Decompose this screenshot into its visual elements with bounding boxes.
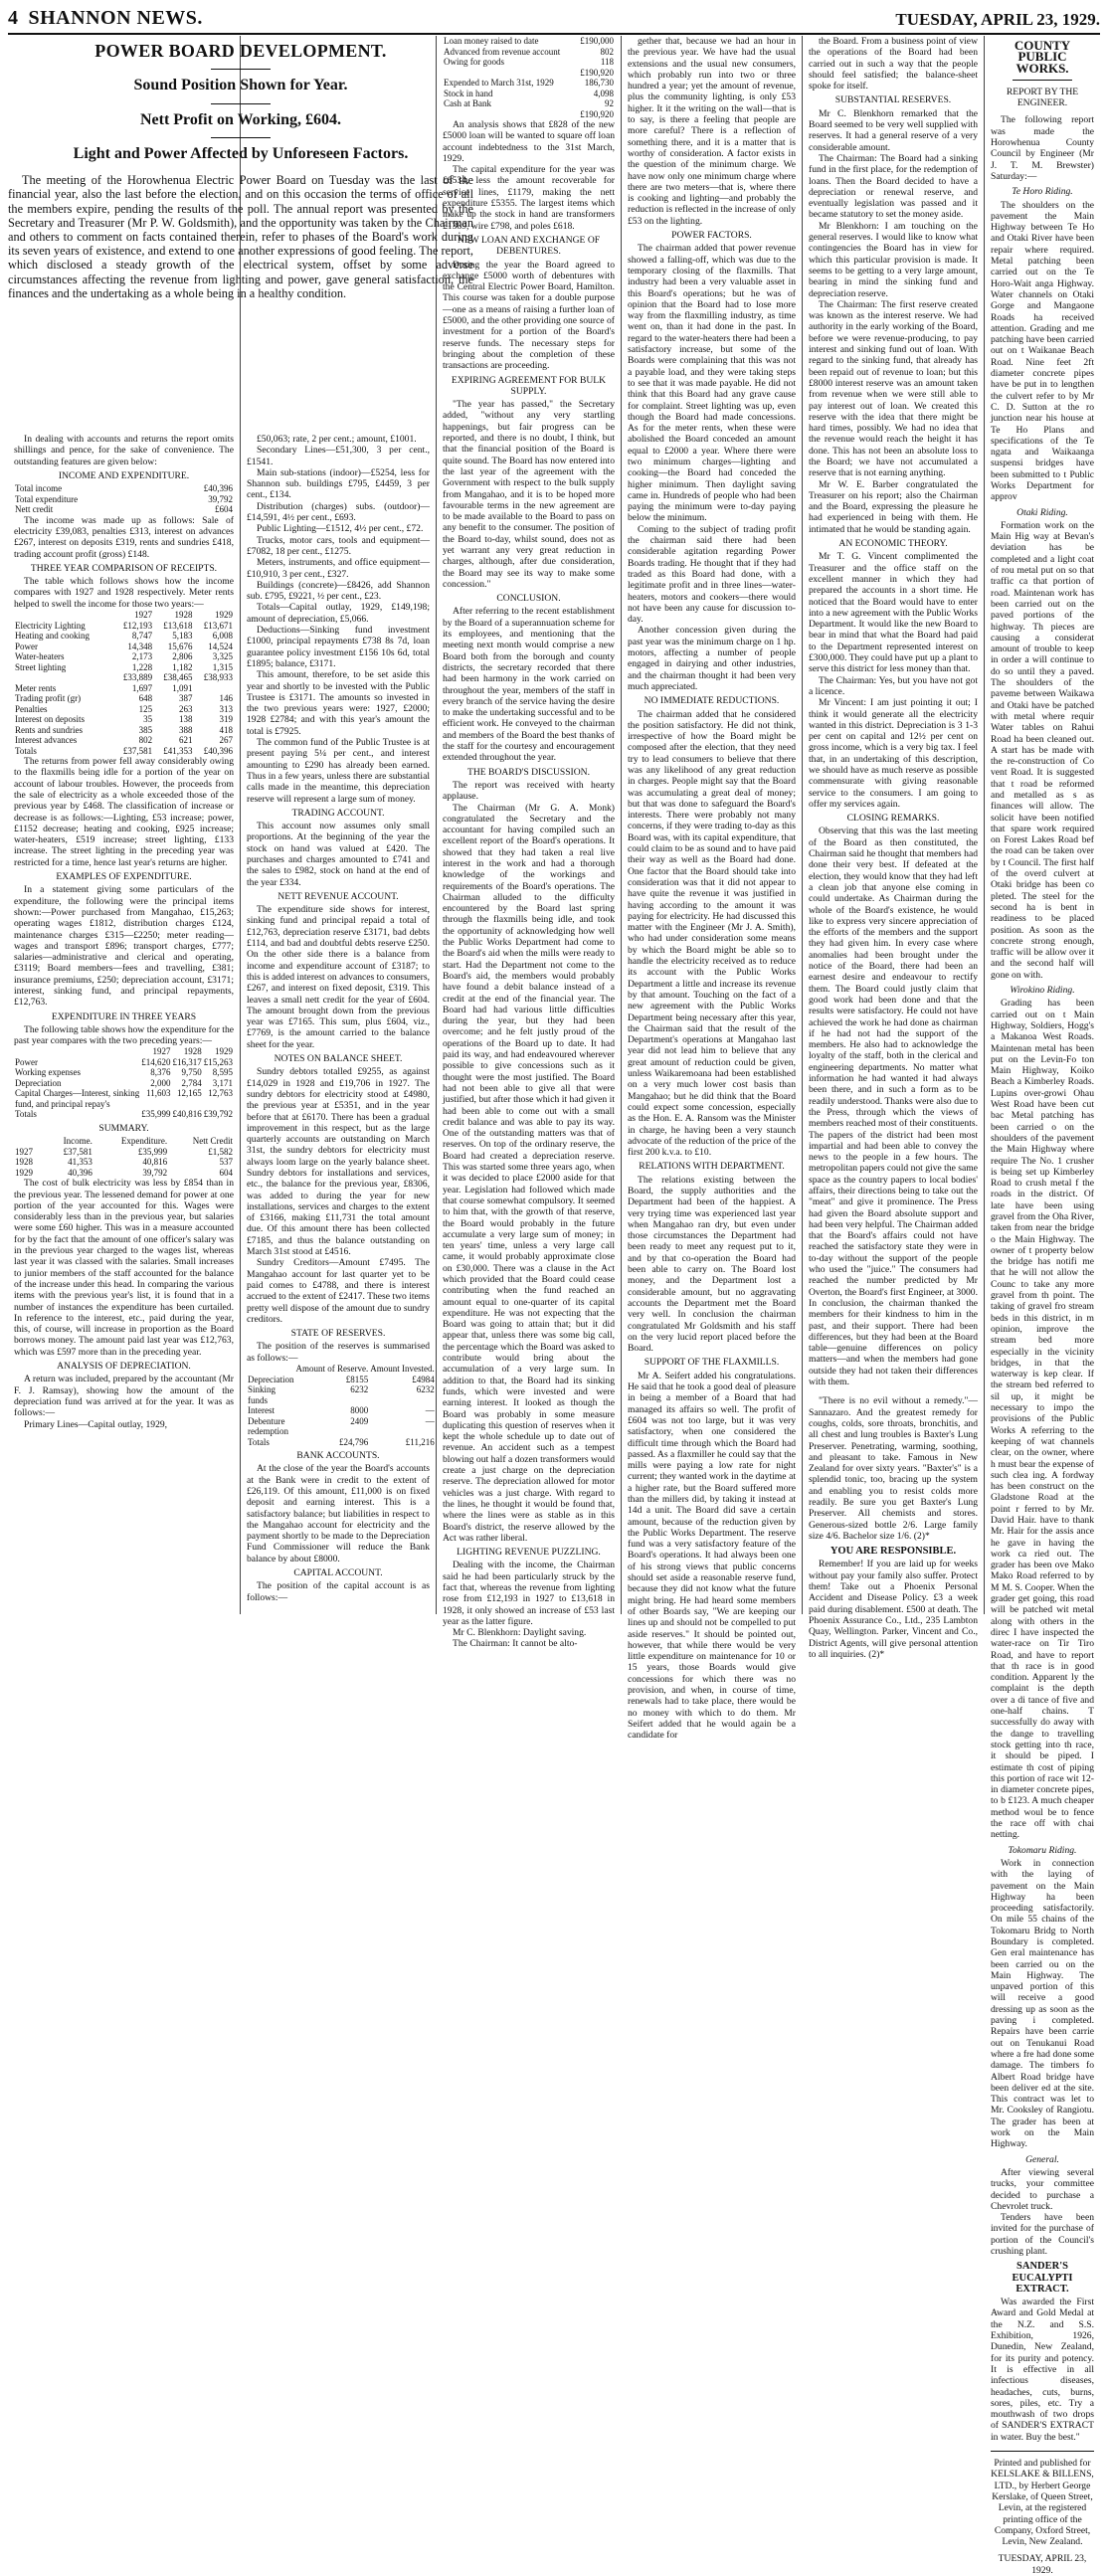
table-cell: Interest — [248, 1405, 275, 1416]
table-row — [247, 1384, 436, 1405]
rule — [211, 103, 271, 104]
paragraph: The table which follows shows how the income compares with 1927 and 1928 respectively. Meter rents helped to swell the income for those two years:— — [14, 576, 234, 610]
table-cell: £38,933 — [203, 672, 233, 683]
riding-heading: General. — [1025, 2153, 1059, 2165]
table-row — [14, 1067, 234, 1078]
paragraph: Formation work on the Main Hig way at Bevan's deviation has be completed and a light coat of rou metal put on so that traffic ca that portion of road. Maintenan work has been carried out on the paved portions of the highway. Th pieces are causing a considerat amount of trouble to keep in order a will continue to do so until they a paved. The shoulders of the paveme between Waikawa and Otaki have be patched with metal where requir Water tables on Rahui Road ha been cleaned out. A start has be made with the re-construction of Co vent Road. It is suggested that t road be reformed and metalled as s as finances will allow. The solicit have been notified that spare work required on Forest Lakes Road bef the road can be taken over by t Council. The first half of the overd culvert at Otaki bridge has been co pleted. The steel for the second ha is bent in readiness to be placed position. As soon as the concrete strong enough, traffic will be allow over it and the second half will gone on with. — [991, 519, 1094, 981]
table-row — [14, 651, 234, 662]
table-cell: Loan money raised to date — [444, 36, 539, 46]
table-row — [14, 1088, 234, 1109]
gap — [809, 1387, 978, 1395]
section-heading: EXAMPLES OF EXPENDITURE. — [56, 871, 192, 883]
riding-heading: Otaki Riding. — [1016, 506, 1068, 518]
table-cell: 263 — [179, 703, 193, 714]
table-header-row — [14, 610, 234, 621]
table-cell: Power — [15, 641, 38, 651]
table-cell: £33,889 — [122, 672, 153, 683]
table-row — [14, 693, 234, 704]
section-heading: POWER FACTORS. — [671, 230, 752, 242]
riding-heading: Tokomaru Riding. — [1008, 1844, 1077, 1856]
table-cell: 3,325 — [212, 651, 233, 662]
section-heading: ANALYSIS OF DEPRECIATION. — [57, 1361, 191, 1373]
table-cell: 4,098 — [593, 88, 614, 98]
section-heading: SUPPORT OF THE FLAXMILLS. — [644, 1357, 780, 1369]
masthead-left — [8, 7, 213, 30]
table-cell: Owing for goods — [444, 57, 504, 67]
paragraph: Trucks, motor cars, tools and equipment—£7082, 18 per cent., £1275. — [247, 534, 430, 557]
column-5 — [803, 36, 985, 1660]
table-cell: 186,730 — [584, 78, 614, 88]
table-cell: 1,315 — [212, 661, 233, 672]
table-cell: Meter rents — [15, 682, 57, 693]
table-cell: Power — [15, 1056, 38, 1067]
paragraph: During the year the Board agreed to exchange £5000 worth of debentures with the Central Electric Power Board, Hamilton. This course was taken for a double purpose—one as a means of raising a further loan of £5000, and the other providing one source of investment for a portion of the Board's reserve funds. The necessary steps for bringing about the completion of these transactions are proceeding. — [443, 259, 615, 372]
table-cell: £190,000 — [580, 36, 614, 46]
table-cell: Water-heaters — [15, 651, 65, 662]
advertisement-heading: SANDER'S EUCALYPTI EXTRACT. — [1012, 2261, 1073, 2295]
table-row — [14, 1057, 234, 1068]
paragraph: The income was made up as follows: Sale of electricity £39,083, penalties £313, interest on advances £267, interest on deposits £319, rents and sundries £418, trading account profit (gross) £148. — [14, 514, 234, 560]
table-cell: £14,620 — [141, 1056, 171, 1067]
paragraph: The Chairman: The first reserve created was known as the interest reserve. We had authority in the early working of the Board, before we were revenue-producing, to pay interest and sinking fund out of loan. With regard to the sinking fund, that already has been repaid out of revenue to loan; but this £8000 interest reserve was an amount taken from revenue when we were still able to pay interest out of loan. We created this reserve with the idea that there might be hard times, possibly. We had no idea that the revenue would reach the height it has done. This has not been an absolute loss to the Board; we have not accumulated a reserve that is not earning anything. — [809, 298, 978, 479]
column-4 — [622, 36, 803, 1742]
table-row — [14, 621, 234, 632]
paragraph: Totals—Capital outlay, 1929, £149,198; amount of depreciation, £5,066. — [247, 602, 430, 625]
paragraph: A return was included, prepared by the accountant (Mr F. J. Ramsay), showing how the amount of the depreciation fund was arrived at for the year. It was as follows:— — [14, 1374, 234, 1419]
table-header-cell — [14, 610, 113, 621]
table-cell: 39,792 — [142, 1167, 168, 1178]
table-cell: £35,999 — [141, 1109, 171, 1120]
paragraph: Sundry debtors totalled £9255, as against £14,029 in 1928 and £19,706 in 1927. The sundry debtors for electricity stood at £4980, the previous year at £5351, and in the year before that at £6170. There has been a gradual improvement in this respect, but as the large quarterly accounts are outstanding on March 31st, the sundry debtors for electricity must always loom large on the yearly balance sheet. Sundry debtors for installations and services, etc., the balance for the previous year, £8306, was added to during the year for new installations, services and charges to the extent of £3166, making £11,731 the total amount due. Of this amount there has been collected £7185, and thus the balance outstanding on March 31st stood at £4516. — [247, 1066, 430, 1258]
table-cell: — — [425, 1415, 435, 1426]
table-cell: Interest on deposits — [15, 714, 85, 725]
paragraph: Observing that this was the last meeting of the Board as then constituted, the Chairman said he thought that members had done their very best. If defeated at the election, they would know that they had left a clean job that anyone else coming in could undertake. As Chairman during the whole of the Board's existence, he would like to express very sincere appreciation of the efforts of the members and the support they had given him. In every case where anomalies had been brought under the notice of the Board, there had been an earnest desire and endeavour to rectify them. The Board could justly claim that good work had been done and that the results were satisfactory. He could not have achieved the work he had done as chairman if he had not had the support of the members. He also had to acknowledge the loyalty of the staff, both in the clerical and engineering departments. No matter what information he had wanted it had always been there, and in such a form as to be readily understood. Thanks were also due to the Press, through which the views of members reached most of their constituents. The papers of the district had been most impartial and had been able to convey the news to the people in a few hours. The metropolitan papers could not give the same space as the country papers to local bodies' affairs, their directions being to take out the "meat" and give it prominence. The Press had given the Board absolute support and had been very helpful. The Chairman added that the Board's affairs could not have reached the satisfactory state they were in to-day without the support of the people who used the "juice." The consumers had reached the number predicted by Mr Overton, the Board's first Engineer, at 3000. In conclusion, the chairman thanked the members for their kindness to him in the past, and their support. There had been differences, but they had been at the Board table—genuine differences on policy matters—and when the members had gone outside they had not taken their differences with them. — [809, 826, 978, 1388]
table-row — [247, 1405, 436, 1416]
section-heading: NO IMMEDIATE REDUCTIONS. — [644, 695, 780, 707]
table-cell: 146 — [219, 693, 233, 704]
paragraph: The Chairman: The Board had a sinking fund in the first place, for the redemption of loans. Then the Board decided to have a depreciation or renewal reserve, and eventually legislation was passed and it became statutory to set the money aside. — [809, 152, 978, 221]
paragraph: The position of the reserves is summarised as follows:— — [247, 1341, 430, 1364]
paragraph: The shoulders on the pavement the Main Highway between Te Ho and Otaki River have been repair where required. Metal patching been carried out on the Te Horo-Wait anga Highway. Water channels on Otaki Gorge and Mangaone Roads ha received attention. Grading and me patching have been carried out on t Waikanae Beach Road. Nine feet 2ft diameter concrete pipes have be put in to lengthen the culvert refer to by Mr C. D. Sutton at the ro junction near his house at Te Ho Plans and specifications of the Te ngata and Waikaanga suspensi bridges have been submitted to t Public Works Department for approv — [991, 199, 1094, 503]
table-cell: 2,806 — [172, 651, 193, 662]
lead-subheading-3: Light and Power Affected by Unforeseen Factors. — [73, 144, 409, 162]
table-cell: 267 — [219, 735, 233, 746]
table-cell: 2,784 — [181, 1077, 202, 1088]
section-heading: RELATIONS WITH DEPARTMENT. — [639, 1161, 785, 1173]
table-cell: 41,353 — [68, 1157, 92, 1168]
section-heading: THE BOARD'S DISCUSSION. — [467, 766, 590, 778]
table-cell: 313 — [219, 703, 233, 714]
table-header-row — [247, 1364, 436, 1375]
section-heading: EXPENDITURE IN THREE YEARS — [51, 1011, 197, 1022]
lead-subheading-1: Sound Position Shown for Year. — [133, 77, 348, 94]
table-row — [14, 1168, 234, 1179]
table-cell: 14,524 — [208, 641, 233, 651]
section-heading: SUMMARY. — [98, 1122, 149, 1134]
table-header-cell: Expenditure. — [120, 1136, 168, 1147]
table-cell: Cash at Bank — [444, 98, 491, 108]
table-cell: Total expenditure — [15, 493, 79, 504]
table-cell: 2,000 — [150, 1077, 171, 1088]
riding-heading: Te Horo Riding. — [1012, 186, 1073, 198]
table-cell: 1928 — [15, 1157, 33, 1168]
table-cell: 1,091 — [172, 682, 193, 693]
table-header-cell: 1928 — [183, 1046, 202, 1057]
table-cell: 319 — [219, 714, 233, 725]
section-heading: TRADING ACCOUNT. — [291, 807, 385, 819]
table-cell: 802 — [138, 735, 153, 746]
table-row — [14, 714, 234, 725]
table-cell: 40,396 — [68, 1167, 92, 1178]
table-cell: 8,747 — [131, 631, 153, 642]
advertisement-phoenix: Remember! If you are laid up for weeks without pay your family also suffer. Protect them! Take out a Phoenix Personal Accident and Disease Policy. £3 a week paid during disablement. £500 at death. The Phoenix Assurance Co., Ltd., 235 Lambton Quay, Wellington. Parker, Vincent and Co., District Agents, will give personal attention to all inquiries. (2)* — [809, 1559, 978, 1660]
table-cell: £41,353 — [163, 745, 193, 756]
table-cell: £40,816 — [172, 1109, 202, 1120]
paragraph: The Chairman (Mr G. A. Monk) congratulated the Secretary and the accountant for having compiled such an excellent report of the Board's operations. It showed that they had taken a real live interest in the work and had a thorough knowledge of the workings and requirements of the Board's operations. The Chairman alluded to the difficulty encountered by the Board last spring through the flaxmills being idle, and took the opportunity of acknowledging how well the Public Works Department had come to the Board's aid when the mills were ready to start. Had the Department not come to the Board's aid, the members would probably have found a debit balance instead of a credit at the end of the financial year. The Board had had various little difficulties during the year, but they had been overcome; and he felt justly proud of the operations of the Board up to date. It had paid its way, and had endeavoured wherever possible to give concessions such as it thought were the most justified. The Board had not been able to give all that were justified, but after those which it had given it had been able to come out with a small credit balance and was able to pay its way. One of the outstanding matters was that of reserves. On top of the ordinary reserve, the Board had created a depreciation reserve. This was started some three years ago, when it was decided to place £2000 aside for that year. Legislation had followed which made that course somewhat compulsory. It seemed to him that, with the growth of that reserve, the Board would probably in the future accumulate a very large sum of money; in ten years' time, unless a very large call came, it would probably approximate close on £30,000. There was a clause in the Act which provided that the Board could cease contributing when the fund reached an amount equal to one-quarter of its capital expenditure. He was not expecting that the Board was going to attain that; but it did appear that, unless there was some big call, the percentage which the Board was asked to contribute would bring about the accumulation of a very large sum. In addition to that, the Board had its sinking funds, which were invested and were earning interest. It looked as though the Board was probably in some measure duplicating this question of reserves when it kept the whole schedule up to date out of revenue. An accident such as a tempest blowing out half a dozen transformers would create a just charge on the depreciation reserve. The depreciation allowed for motor vehicles was a just charge. With regard to the lines, he thought it would be found that, where the lines were as stable as in this Board's district, the reserve allowed by the Act was rather liberal. — [443, 802, 615, 1544]
imprint-date: TUESDAY, APRIL 23, 1929. — [998, 2553, 1087, 2576]
table-cell: 118 — [600, 57, 614, 67]
table-cell: 12,165 — [177, 1088, 202, 1099]
advertisement-sanders: Was awarded the First Award and Gold Medal at the N.Z. and S.S. Exhibition, 1926, Dunedin, New Zealand, for its purity and potency. It is effective in all infectious diseases, headaches, cuts, burns, sores, piles, etc. Try a mouthwash of two drops of SANDER'S EXTRACT in water. Buy the best." — [991, 2297, 1094, 2443]
table-row — [14, 504, 234, 515]
paragraph: Mr Blenkhorn: I am touching on the general reserves. I would like to know what contingencies the Board has in view for which this particular provision is made. It seems to be getting to a very large amount, bearing in mind the sinking fund and depreciation reserve. — [809, 220, 978, 299]
table-cell: — — [425, 1405, 435, 1416]
paragraph: gether that, because we had an hour in the previous year. We have had the usual extensions and the usual new consumers, which probably run into two or three hundred a year; yet the amount of revenue, plus the community lighting, is only £53 higher. It it the writing on the wall—that is to say, is there a feeling that people are more careful? There is a reflection of something there, and it is a matter that is worthy of consideration. A factor exists in the question of the minimum charge. We have now only one minimum charge where there are two meters—that is, where there is cooking and lighting—and probably the reduction is reflected in the increase of only £53 on the lighting. — [628, 36, 796, 227]
paragraph: This amount, therefore, to be set aside this year and shortly to be invested with the Public Trustee is £3171. The amounts so invested in the two previous years were: 1927, £2000; 1928 £2784; and with this year's amount the total is £7925. — [247, 669, 430, 737]
table-cell: £604 — [215, 504, 233, 515]
paragraph: At the close of the year the Board's accounts at the Bank were in credit to the extent of £26,119. Of this amount, £11,000 is on fixed deposit and earning interest. This is a satisfactory balance; but liabilities in respect to the Mangahao account for electricity and the payment shortly to be made to the Depreciation Fund Commissioner will reduce the Bank balance by about £8000. — [247, 1463, 430, 1564]
table-cell: £35,999 — [137, 1146, 168, 1157]
table-cell: Rents and sundries — [15, 724, 83, 735]
table-row — [14, 662, 234, 673]
table-row — [247, 1375, 436, 1385]
table-cell: 11,603 — [146, 1088, 171, 1099]
table-cell: Stock in hand — [444, 88, 493, 98]
income-table — [14, 483, 234, 515]
table-cell: Sinking funds — [248, 1384, 277, 1405]
table-cell: Nett credit — [15, 504, 54, 515]
table-cell: 3,171 — [212, 1077, 233, 1088]
table-cell — [194, 683, 234, 694]
paragraph: The following table shows how the expenditure for the past year compares with the two preceding years:— — [14, 1023, 234, 1047]
lead-subheading-2: Nett Profit on Working, £604. — [139, 110, 342, 128]
paragraph: The expenditure side shows for interest, sinking fund and principal repaid a total of £12,763, depreciation reserve £3171, bad debts £114, and bad and doubtful debts reserve £250. On the other side there is a balance from income and expenditure account of £3187; to this is added interest on advances to consumers, £267, and interest on fixed deposit, £319. This leaves a small nett credit for the year of £604. The amount brought down from the previous year was £7165. This sum, plus £604, viz., £7769, is the amount carried to the balance sheet for the year. — [247, 904, 430, 1050]
table-cell: 39,792 — [208, 493, 233, 504]
paragraph: The Chairman: It cannot be alto- — [453, 1638, 578, 1650]
table-header-cell: Amount Invested. — [370, 1364, 435, 1375]
table-cell: 6232 — [416, 1384, 435, 1395]
table-cell: 9,750 — [181, 1067, 202, 1078]
table-header-cell: 1927 — [152, 1046, 171, 1057]
table-cell: £15,263 — [203, 1056, 233, 1067]
table-cell: £13,618 — [163, 620, 193, 631]
table-cell: 385 — [138, 724, 153, 735]
table-cell: 1,182 — [172, 661, 193, 672]
table-cell: £16,317 — [172, 1056, 202, 1067]
paragraph: Mr C. Blenkhorn remarked that the Board seemed to be very well supplied with reserves. It had a general reserve of a very considerable amount. — [809, 107, 978, 153]
imprint-text: Printed and published for KELSLAKE & BILLENS, LTD., by Herbert George Kerslake, of Queen Street, Levin, at the registered printing office of the Company, Oxford Street, Levin, New Zealand. — [991, 2458, 1094, 2548]
section-heading: EXPIRING AGREEMENT FOR BULK SUPPLY. — [451, 374, 607, 397]
table-cell: 125 — [138, 703, 153, 714]
paragraph: The report was received with hearty applause. — [443, 779, 615, 803]
paper-name: SHANNON NEWS. — [28, 7, 203, 29]
paragraph: Distribution (charges) subs. (outdoor)—£14,591, 4½ per cent., £693. — [247, 500, 430, 524]
table-header-row — [14, 1136, 234, 1147]
paragraph: Deductions—Sinking fund investment £1000, principal repayments £738 8s 7d, loan guarantee policy investment £156 10s 6d, total £1895; balance, £3171. — [247, 625, 430, 669]
table-cell: Heating and cooking — [15, 631, 90, 642]
paragraph: The common fund of the Public Trustee is at present paying 5¼ per cent., and interest amounting to £290 has already been earned. Thus in a few years, unless there are substantial calls made in the meantime, this depreciation reserve will represent a large sum of money. — [247, 737, 430, 805]
table-cell: 35 — [143, 714, 153, 725]
paragraph: Main sub-stations (indoor)—£5254, less for Shannon sub. buildings £795, £4459, 3 per cent., £134. — [247, 466, 430, 501]
table-cell: 40,816 — [142, 1157, 168, 1168]
paragraph: Public Lighting—£1512, 4½ per cent., £72. — [257, 523, 424, 535]
table-row — [14, 1109, 234, 1120]
paragraph: "The year has passed," the Secretary added, "without any very startling happenings, but fair progress can be reported, and there is no doubt, I think, but that the financial position of the Board is quite sound. The Board has now entered into the last year of the agreement with the Government with respect to the bulk supply from Mangahao, and it is to be hoped more favourable terms in the new agreement are to be made available to the Board to pass on any benefit to the consumer. The position of the Board to-day, whilst sound, does not as yet warrant any very great reduction in charges, although, after due consideration, the Board may see its way to make some concession." — [443, 399, 615, 590]
table-row — [14, 735, 234, 746]
paragraph: Dealing with the income, the Chairman said he had been particularly struck by the fact that, whereas the revenue from lighting rose from £12,193 in 1927 to £13,618 in 1928, it only showed an increase of £53 last year as the latter figure. — [443, 1560, 615, 1627]
table-cell: 388 — [179, 724, 193, 735]
rule — [211, 69, 271, 70]
advertisement-baxters: "There is no evil without a remedy."—Sannazaro. And the greatest remedy for coughs, colds, sore throats, bronchitis, and all chest and lung troubles is Baxter's Lung Preserver. Penetrating, warming, soothing, and pleasant to take. Famous in New Zealand for over sixty years. "Baxter's" is a splendid tonic, too, bracing up the system and enabling you to resist colds more readily. Be sure you get Baxter's Lung Preserver. All chemists and stores. Generous-sized bottle 2/6. Large family size 4/6. Bachelor size 1/6. (2)* — [809, 1395, 978, 1542]
table-cell: £24,796 — [338, 1436, 369, 1447]
table-cell: 802 — [600, 46, 614, 57]
table-cell — [14, 672, 113, 683]
table-row — [14, 1147, 234, 1158]
table-header-cell: Nett Credit — [192, 1136, 233, 1147]
table-cell: Totals — [15, 1109, 37, 1120]
section-heading: NOTES ON BALANCE SHEET. — [274, 1053, 403, 1065]
county-works-subheading: REPORT BY THE ENGINEER. — [1006, 86, 1079, 109]
table-header-cell: 1927 — [134, 610, 153, 621]
rule — [211, 137, 271, 138]
paragraph: Mr W. E. Barber congratulated the Treasurer on his report; also the Chairman and the Board, expressing the pleasure he had experienced in being with them. He intimated that he would be standing again. — [809, 478, 978, 535]
advertisement-heading: YOU ARE RESPONSIBLE. — [830, 1546, 957, 1558]
paragraph: After viewing several trucks, your committee decided to purchase a Chevrolet truck. — [991, 2166, 1094, 2212]
table-cell: 8,595 — [212, 1067, 233, 1078]
paragraph: the Board. From a business point of view the operations of the Board had been carried out in such a way that the people should feel satisfied; the balance-sheet spoke for itself. — [809, 36, 978, 92]
table-header-cell: 1929 — [215, 1046, 233, 1057]
paragraph: Coming to the subject of trading profit the chairman said there had been considerable agitation regarding Power Boards trading. He thought that if they had traded as this Board had done, with a legitimate profit and in three lines—water-heaters, motors and cookers—there would not have been any cause for discussion to-day. — [628, 523, 796, 626]
table-cell: Totals — [248, 1436, 270, 1447]
table-cell: Interest advances — [15, 735, 78, 746]
paragraph: The chairman added that power revenue showed a falling-off, which was due to the temporary closing of the flaxmills. That industry had been a very valuable asset in this Board's operations; but he was of opinion that the Board had to lose more way from the flaxmilling industry, as time went on, than it had done in the past. In regard to the water-heaters there had been a satisfactory increase, but some of the Boards were complaining that this was not a payable load, and they were taking steps to see that it was made payable. He did not think that this Board had any grave cause for complaint. Street lighting was up, even though the Board had made concessions. As for the meter rents, when these were abolished the Board conceded an amount equal to £2000 a year. Where there were two minimum charges—lighting and cooking—the Board had conceded the higher minimum. Then daylight saving came in. Hundreds of people who had been paying the minimum were to-day paying below the minimum. — [628, 243, 796, 524]
table-header-cell — [14, 1046, 140, 1057]
masthead — [8, 6, 1100, 35]
table-cell: Working expenses — [15, 1067, 82, 1078]
paragraph: Sundry Creditors—Amount £7495. The Mangahao account for last quarter yet to be paid comes to £4788, and there is interest accrued to the extent of £2417. These two items pretty well dispose of the amount due to sundry creditors. — [247, 1257, 430, 1325]
table-cell: 8,376 — [150, 1067, 171, 1078]
table-cell: 1927 — [15, 1146, 33, 1157]
section-heading: BANK ACCOUNTS. — [296, 1450, 380, 1462]
table-cell: £37,581 — [63, 1146, 92, 1157]
table-cell: £4984 — [412, 1374, 435, 1384]
paragraph: The following report was made the Horowhenua County Council by Engineer (Mr J. T. M. Brewster) Saturday:— — [991, 114, 1094, 182]
table-cell: 8000 — [350, 1405, 369, 1416]
paragraph: Tenders have been invited for the purchase of portion of the Council's crushing plant. — [991, 2212, 1094, 2257]
paragraph: An analysis shows that £828 of the new £5000 loan will be wanted to square off loan account indebtedness to the 31st March, 1929. — [443, 119, 615, 164]
paragraph: In a statement giving some particulars of the expenditure, the following were the principal items shown:—Power purchased from Mangahao, £15,263; operating wages £1812, distribution charges £124, maintenance charges £315—£2250; meter reading—wages and transport £896; transport charges, £777; salaries—administrative and clerical and operating, £3119; Board members—fees and travelling, £381; insurance premiums, £250; depreciation account, £3171; interest, sinking fund, and principal repayments, £12,763. — [14, 884, 234, 1009]
table-cell: Street lighting — [15, 661, 67, 672]
paragraph: The relations existing between the Board, the supply authorities and the Department had been of the happiest. A very trying time was experienced last year when Mangahao ran dry, but even under those circumstances the Department had been ready to meet any request put to it, and by that co-operation the Board had been able to carry on. The Board lost money, and the Department lost a considerable amount, but no aggravating accounts the Department met the Board very well. In conclusion the chairman congratulated Mr Goldsmith and his staff on the very lucid report placed before the Board. — [628, 1174, 796, 1355]
table-cell: 648 — [138, 693, 153, 704]
table-cell: Expended to March 31st, 1929 — [444, 78, 554, 88]
table-cell: £12,193 — [122, 620, 153, 631]
table-header-cell: Income. — [63, 1136, 92, 1147]
table-cell: £39,792 — [203, 1109, 233, 1120]
table-cell: 5,183 — [172, 631, 193, 642]
table-cell: £40,396 — [203, 483, 233, 494]
table-cell: 1929 — [15, 1167, 33, 1178]
section-heading: INCOME AND EXPENDITURE. — [58, 469, 190, 481]
section-heading: STATE OF RESERVES. — [290, 1328, 386, 1340]
table-cell: 6232 — [350, 1384, 369, 1395]
table-header-cell: Amount of Reserve. — [295, 1364, 369, 1375]
imprint — [991, 2451, 1094, 2576]
table-cell: 621 — [179, 735, 193, 746]
table-cell: Capital Charges—Interest, sinking fund, and principal repay's — [15, 1088, 140, 1109]
table-cell: £11,216 — [405, 1436, 435, 1447]
table-cell: 537 — [219, 1157, 233, 1168]
table-cell: £13,671 — [203, 620, 233, 631]
table-cell: £190,920 — [580, 108, 614, 119]
table-cell: 387 — [179, 693, 193, 704]
table-cell: 1,228 — [131, 661, 153, 672]
table-cell: 1,697 — [131, 682, 153, 693]
lead-headline: POWER BOARD DEVELOPMENT. — [94, 41, 387, 61]
column-6 — [985, 36, 1100, 2576]
paragraph: After referring to the recent establishment by the Board of a superannuation scheme for its employees, and mentioning that the meeting next month would comprise a new Board both from the borough and county districts, the secretary recorded that there had been harmony in the work carried on throughout the year, members of the staff in every branch of the service having the desire to make the undertaking successful and to be efficient work. He conveyed to the chairman and members of the Board the best thanks of the staff for the courtesy and encouragement extended throughout the year. — [443, 606, 615, 764]
section-heading: THREE YEAR COMPARISON OF RECEIPTS. — [30, 562, 218, 574]
paragraph: This account now assumes only small proportions. At the beginning of the year the stock on hand was valued at £420. The purchases and charges amounted to £741 and the sales to £982, stock on hand at the end of the year £334. — [247, 821, 430, 888]
table-row — [14, 1078, 234, 1089]
summary-table — [14, 1136, 234, 1178]
section-heading: NETT REVENUE ACCOUNT. — [277, 890, 399, 902]
table-cell: Debenture redemption — [248, 1415, 288, 1437]
table-cell: 14,348 — [127, 641, 153, 651]
issue-date: TUESDAY, APRIL 23, 1929. — [895, 10, 1100, 29]
table-cell: £8155 — [345, 1374, 369, 1384]
section-heading: CLOSING REMARKS. — [846, 813, 940, 825]
table-cell: £190,920 — [580, 67, 614, 78]
paragraph: The returns from power fell away considerably owing to the flaxmills being idle for a portion of the year on account of labour troubles. However, the proceeds from the sale of electricity as a whole exceeded those of the previous year by £468. The classification of increase or decrease is as follows:—Lighting, £53 increase; power, £1152 decrease; heating and cooking, £925 increase; water-heaters, £519 increase; street lighting, £133 increase. The street lighting in the preceding year was restricted for a time, hence last year's returns are higher. — [14, 756, 234, 868]
paragraph: The cost of bulk electricity was less by £854 than in the previous year. The lessened demand for power at one portion of the year accounted for this. Wages were considerably less than in the previous year, but salaries were some £60 higher. This was in a measure accounted for by the fact that the amount of one officer's salary was in the previous year charged to the wages list, whereas last year it was classed with the salaries. Small increases to junior members of the staff accounted for the balance of the increase under this head. In comparing the various items with the previous year's list, it is found that in a number of instances the expenditure has been curtailed. In reference to the interest, etc., paid during the year, this, of course, will increase in proportion as the Board borrows money. The amount paid last year was £12,763, which was £597 more than in the preceding year. — [14, 1178, 234, 1358]
page-number: 4 — [8, 7, 19, 29]
columns — [8, 36, 1100, 2576]
table-header-cell: 1929 — [215, 610, 233, 621]
table-cell: £38,465 — [163, 672, 193, 683]
table-cell: £40,396 — [203, 745, 233, 756]
section-heading: CAPITAL ACCOUNT. — [293, 1567, 383, 1579]
paragraph: In dealing with accounts and returns the report omits shillings and pence, for the sake of convenience. The outstanding features are given below: — [14, 434, 234, 467]
table-cell: 138 — [179, 714, 193, 725]
lead-article-header — [8, 36, 473, 310]
table-row — [14, 672, 234, 683]
paragraph: Meters, instruments, and office equipment—£10,910, 3 per cent., £327. — [247, 557, 430, 580]
table-cell: Electricity Lighting — [15, 620, 86, 631]
receipts-table — [14, 610, 234, 756]
paragraph: £50,063; rate, 2 per cent.; amount, £1001. — [257, 434, 417, 445]
table-row — [14, 725, 234, 736]
table-header-row — [14, 1046, 234, 1057]
riding-heading: Wirokino Riding. — [1010, 985, 1075, 997]
table-cell: Advanced from revenue account — [444, 46, 561, 57]
paragraph: Another concession given during the past year was the minimum charge on 1 hp. motors, affecting a number of people engaged in dairying and other industries, and the chairman thought it had been very much appreciated. — [628, 625, 796, 692]
section-heading: NEW LOAN AND EXCHANGE OF DEBENTURES. — [457, 234, 601, 258]
table-cell: 604 — [219, 1167, 233, 1178]
table-row — [14, 1157, 234, 1168]
table-cell: 12,763 — [208, 1088, 233, 1099]
table-row — [14, 683, 234, 694]
lead-intro: The meeting of the Horowhenua Electric Power Board on Tuesday was the last of the financial year, also the last before the election, and on this occasion the terms of office of all the members expire, pending the results of the poll. The annual report was presented by the Secretary and Treasurer (Mr P. W. Goldsmith), and the opportunity was taken by the Chairman and others to comment on facts contained therein, refer to phases of the Board's work during its seven years of existence, and extend to one another expressions of good feeling. The report, which disclosed a steady growth of the electrical system, offset by some adverse circumstances affecting the revenue from lighting and power, gave general satisfaction, the finances and the undertaking as a whole being in a healthy condition. — [8, 173, 473, 300]
paragraph: Secondary Lines—£51,300, 3 per cent., £1541. — [247, 445, 430, 467]
table-row — [14, 631, 234, 642]
paragraph: The Chairman: Yes, but you have not got a licence. — [809, 674, 978, 697]
paragraph: The capital expenditure for the year was £6534, less the amount recoverable for service lines, £1179, making the nett expenditure £5355. The largest items which make up the stock in hand are transformers £1389, wire £798, and poles £618. — [443, 164, 615, 232]
section-heading: SUBSTANTIAL RESERVES. — [834, 94, 952, 106]
table-cell: Total income — [15, 483, 63, 494]
table-cell: Depreciation — [15, 1077, 62, 1088]
paragraph: Work in connection with the laying of pavement on the Main Highway ha been proceeding satisfactorily. On mile 55 chains of the Tokomaru Bridg to North Boundary is completed. Gen eral maintenance has been carried ou on the Main Highway. The unpaved portion of this will receive a good dressing up as soon as the paving i completed. Repairs have been carrie out on Tenukanui Road where a fre had done some damage. The timbers fo Albert Road bridge have been deliver ed at the site. This contract was let to Mr. Cooksley of Rangiotu. The grader has been at work on the Main Highway. — [991, 1857, 1094, 2150]
table-row — [14, 494, 234, 505]
table-row — [14, 483, 234, 494]
paragraph: Mr T. G. Vincent complimented the Treasurer and the office staff on the excellent manner in which they had prepared the accounts in a short time. He noticed that the Board would have to enter into a new agreement with the Public Works Department. It would like the new Board to bear in mind that what the Board had paid to the Department represented interest on £300,000. They could have put up a plant to serve this district for less money than that. — [809, 551, 978, 675]
table-header-cell — [247, 1364, 294, 1375]
paragraph: The position of the capital account is as follows:— — [247, 1580, 430, 1603]
paragraph: Mr C. Blenkhorn: Daylight saving. — [453, 1627, 587, 1639]
table-header-cell: 1928 — [174, 610, 193, 621]
paragraph: Primary Lines—Capital outlay, 1929, — [24, 1418, 168, 1430]
paragraph: Mr A. Seifert added his congratulations. He said that he took a good deal of pleasure in being a member of a Board that had managed its affairs so well. The profit of £604 was not too large, but it was very satisfactory, when one considered the difficult time through which the Board had passed. As a flaxmiller he could say that the mills were paying a low rate for night current; they wanted work in the daytime at a higher rate, but the Board suffered more than the millers did, by taking it instead at 14d a unit. The Board did save a certain amount, because of the reduction given by the Public Works Department. The reserve fund was a very satisfactory feature of the Board's operations. It had always been one of his strong views that public concerns should set aside a reasonable reserve fund, because they did not know what the future might bring. He had heard some members of other Boards say, "We are keeping our lines up and should not be compelled to put aside reserves." It should be pointed out, however, that while there would be very little expenditure on maintenance for 10 or 15 years, those Boards would give concessions for which there was no provision, and when, in course of time, renewals had to take place, there would be no money with which to do them. Mr Seifert added that he would again be a candidate for — [628, 1370, 796, 1742]
table-row — [14, 704, 234, 715]
rule — [1013, 80, 1072, 81]
table-row — [247, 1437, 436, 1448]
table-row — [14, 642, 234, 652]
section-heading: CONCLUSION. — [496, 593, 561, 605]
table-row — [247, 1416, 436, 1437]
reserves-table — [247, 1364, 436, 1447]
table-cell: 418 — [219, 724, 233, 735]
paragraph: The chairman added that he considered the position satisfactory. He did not think, irrespective of how the Board might be composed after the election, that they need try to lead consumers to believe that there was any likelihood of any great reduction in charges. People might say that the Board was accumulating a great deal of money; but that was done to safeguard the Board's interests. There were probably not many concerns, if they were trading to-day as this Board was, with its capital expenditure, that could claim to be as sound and to have paid their way as well as the Board had done. One factor that the Board should take into consideration was that it did not appear to have quite the revenue it was justified in having according to the amount it was paying for electricity. He had discussed this matter with the Engineer (Mr J. A. Smith), who had under consideration some means by which the Board might be able so to handle the electricity received as to reduce its account with the Public Works Department a little and increase its revenue by that amount. Touching on the fact of a new agreement with the Public Works Department being necessary after this year, the Chairman said that the result of the Department's operations at Mangahao last year did not lead him to believe that any great amount of reduction could be given, unless Waikaremoana had been established on a very much lower cost basis than Mangahao; but he did think that the Board could expect some concession, especially as the Hon. E. A. Ransom was the Minister in charge, he having been a very staunch advocate of the reduction of the price of the first 200 k.v.a. to £10. — [628, 708, 796, 1159]
table-cell: 6,008 — [212, 631, 233, 642]
table-cell: 2409 — [350, 1415, 369, 1426]
expenditure-table — [14, 1046, 234, 1120]
table-cell: £37,581 — [122, 745, 153, 756]
table-cell: 92 — [605, 98, 614, 108]
paragraph: Mr Vincent: I am just pointing it out; I think it would generate all the electricity wanted in this district. Depreciation is 3 1-3 per cent on capital and 12½ per cent on gross income, which is a very big tax. I feel that, in an undertaking of this description, we should have as much reserve as possible commensurate with giving reasonable service to the consumers. I am going to offer my services again. — [809, 697, 978, 810]
table-cell: Trading profit (gr) — [15, 693, 82, 704]
section-heading: AN ECONOMIC THEORY. — [838, 538, 948, 550]
table-cell: Penalties — [15, 703, 48, 714]
table-cell: Totals — [15, 745, 37, 756]
table-header-cell — [14, 1136, 45, 1147]
paragraph: Buildings (concrete)—£8426, add Shannon sub. £795, £9221, ½ per cent., £23. — [247, 579, 430, 603]
section-heading: LIGHTING REVENUE PUZZLING. — [457, 1547, 601, 1559]
table-cell: 15,676 — [167, 641, 193, 651]
paragraph: Grading has been carried out on t Main Highway, Soldiers, Hogg's a Makanoa West Roads. Maintenan metal has been put on the Levin-Fo ton Main Highway, Koiko Beach a Kimberley Roads. Lupins over-growi Ohau West Road have been cut bac Metal patching has been carried o on the shoulders of the pavement the Main Highway where require The No. 1 crusher is being set up Kimberley Road to crush metal f the roads in the district. Of late have been using gravel from the Oha River, taken from near the bridge o the Main Highway. The owner of t property below the bridge has notifi me that he will not allow the Counc to take any more gravel from th point. The taking of gravel fro stream beds in this district, in m opinion, improve the stream bed more especially in the vicinity bridges, in that the waterway is kep clear. If the stream bed referred to sil up, it might be necessary to impo the provisions of the Public Works A referring to the keeping of wat channels clear, on the owner, where h must bear the expense of such clea ing. A fordway has been construct on the Gladstone Road at the point r ferred to by Mr. David Hair. have to thank Mr. Hair for the assis ance he gave in having the work ca ried out. The grader has been ove Mako Mako Road referred to by M M. S. Cooper. When the grader get going, this road will be patched wit metal along with others in the direc I have inspected the water-race on Tir Tiro Road, and have to report that th race is in good condition. Apparent ly the complaint is the depth over a di tance of five and one-half chains. T successfully do away with the dange to travelling stock getting into th race, it should be piped. I estimate th cost of piping this portion of race wit 12-in diameter concrete pipes, to b £123. A much cheaper method woul be to fence the race off with chai netting. — [991, 998, 1094, 1841]
table-cell: 2,173 — [131, 651, 153, 662]
table-cell: Depreciation — [248, 1374, 294, 1384]
table-row — [14, 746, 234, 757]
county-works-headline: COUNTY PUBLIC WORKS. — [1014, 38, 1071, 76]
table-cell: £1,582 — [208, 1146, 233, 1157]
